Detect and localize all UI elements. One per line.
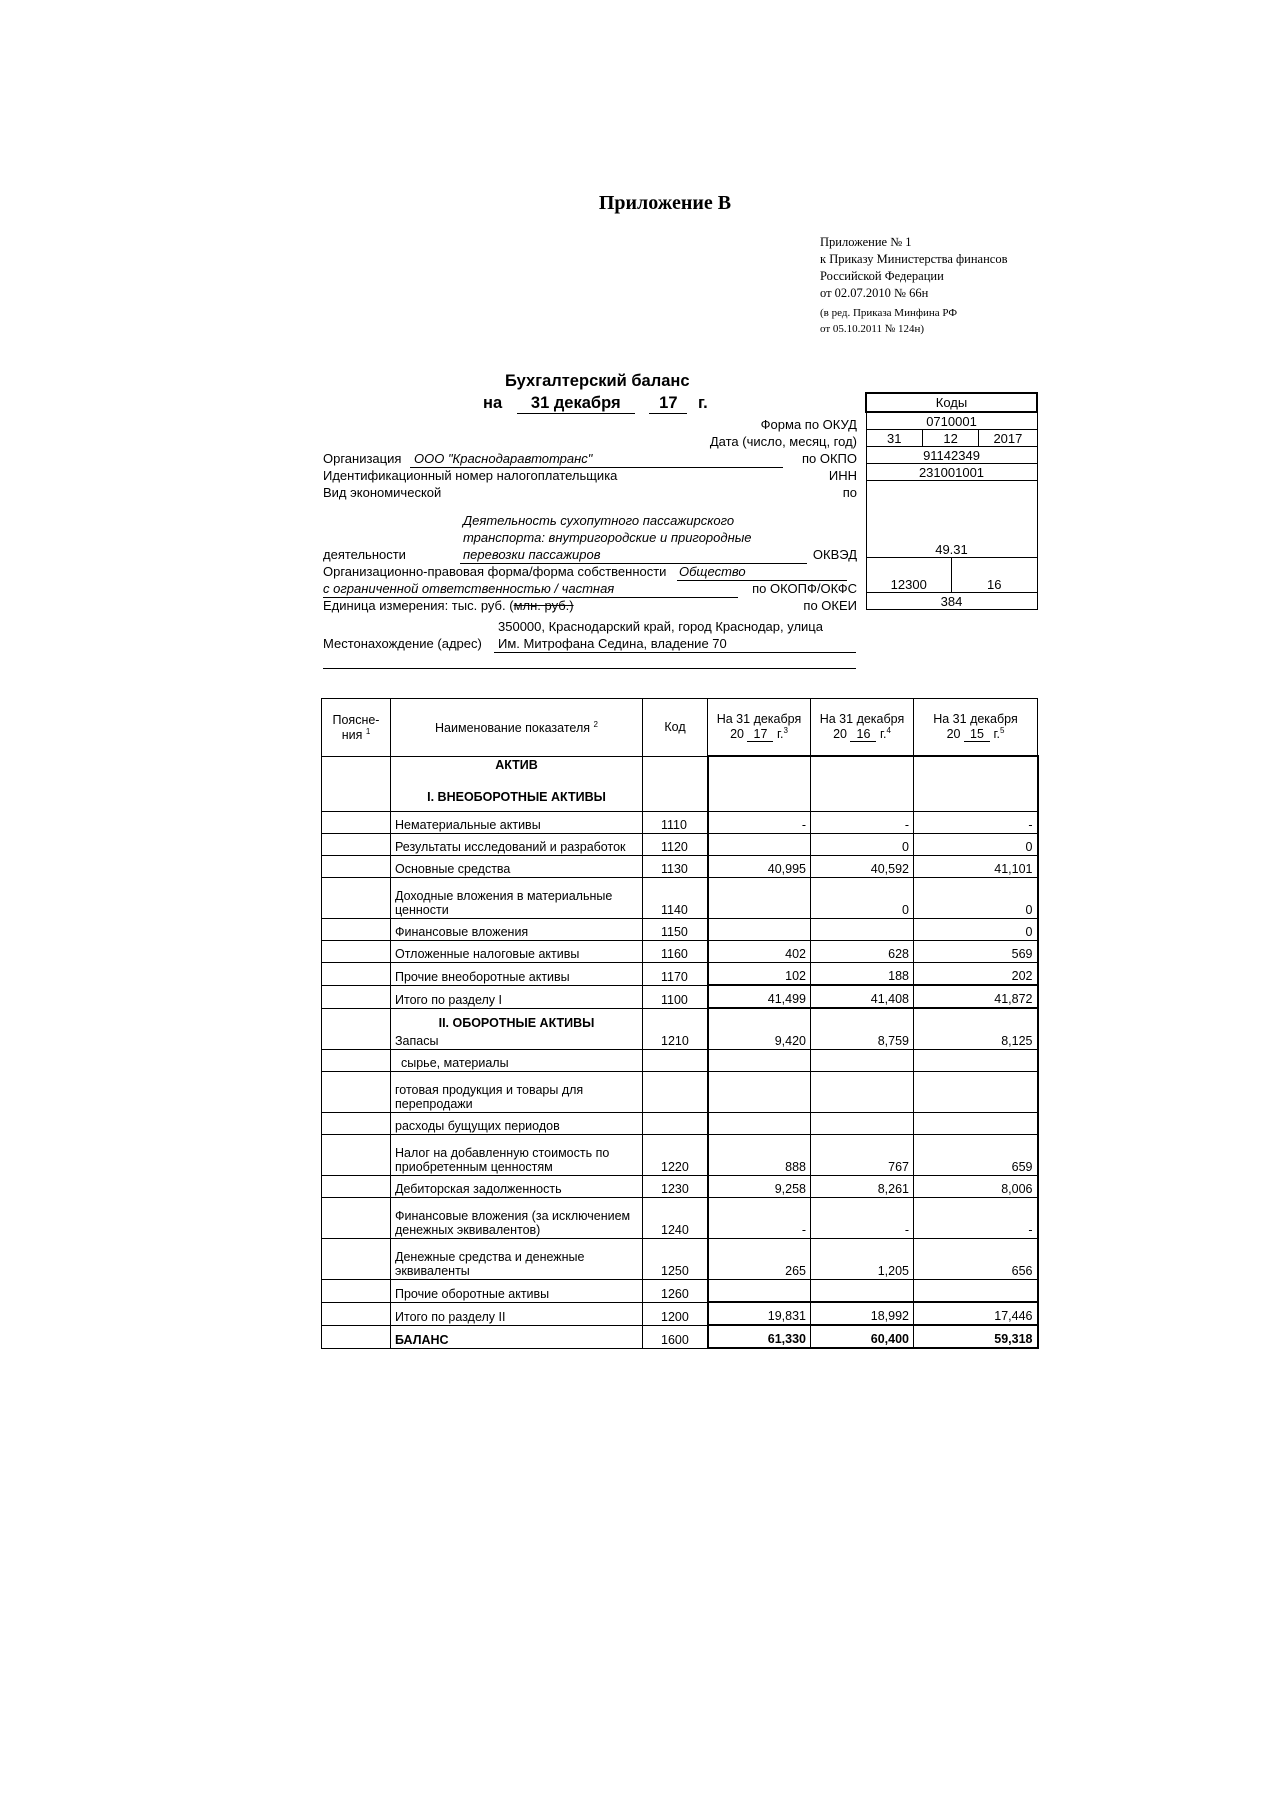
value-cell: 569 bbox=[914, 941, 1038, 963]
value-cell bbox=[811, 1072, 914, 1113]
order-note-line: Приложение № 1 bbox=[820, 235, 912, 249]
code-cell: 1110 bbox=[643, 812, 708, 834]
name-cell bbox=[391, 756, 643, 812]
code-inn: 231001001 bbox=[866, 464, 1037, 481]
code-cell: 1200 bbox=[643, 1302, 708, 1325]
header-col3-sup: 5 bbox=[999, 725, 1005, 735]
code-cell bbox=[643, 1072, 708, 1113]
code-cell: 1260 bbox=[643, 1280, 708, 1303]
label-okopf: по ОКОПФ/ОКФС bbox=[752, 581, 857, 596]
header-col3 bbox=[914, 699, 1038, 757]
activity-line-3: перевозки пассажиров bbox=[463, 547, 601, 562]
header-col2 bbox=[811, 699, 914, 757]
table-row bbox=[322, 1239, 1038, 1280]
table-row bbox=[322, 1008, 1038, 1050]
code-okud: 0710001 bbox=[866, 412, 1037, 430]
value-cell: 18,992 bbox=[811, 1302, 914, 1325]
value-cell bbox=[708, 834, 811, 856]
value-cell: 8,006 bbox=[914, 1176, 1038, 1198]
header-col2-sup: 4 bbox=[886, 725, 891, 735]
name-cell: Дебиторская задолженность bbox=[391, 1176, 643, 1198]
name-cell: Итого по разделу I bbox=[391, 985, 643, 1008]
value-cell bbox=[708, 756, 811, 812]
address-line-2: Им. Митрофана Седина, владение 70 bbox=[498, 636, 727, 651]
value-cell: 265 bbox=[708, 1239, 811, 1280]
appendix-title: Приложение В bbox=[598, 192, 732, 214]
table-row bbox=[322, 1113, 1038, 1135]
label-inn: ИНН bbox=[828, 468, 857, 483]
code-cell bbox=[643, 1113, 708, 1135]
value-cell: 41,101 bbox=[914, 856, 1038, 878]
table-row bbox=[322, 985, 1038, 1008]
label-activity-1: Вид экономической bbox=[323, 485, 442, 500]
value-cell: 17,446 bbox=[914, 1302, 1038, 1325]
unit-struck: млн. руб.) bbox=[513, 598, 574, 613]
label-okei: по ОКЕИ bbox=[803, 598, 857, 613]
table-row bbox=[322, 1176, 1038, 1198]
code-cell bbox=[643, 1050, 708, 1072]
name-cell: Итого по разделу II bbox=[391, 1302, 643, 1325]
value-cell: 41,499 bbox=[708, 985, 811, 1008]
value-cell: 1,205 bbox=[811, 1239, 914, 1280]
notes-cell bbox=[322, 834, 391, 856]
value-cell bbox=[914, 1280, 1038, 1303]
notes-cell bbox=[322, 985, 391, 1008]
value-cell: - bbox=[811, 812, 914, 834]
value-cell: - bbox=[914, 1198, 1038, 1239]
notes-cell bbox=[322, 856, 391, 878]
table-row bbox=[322, 812, 1038, 834]
code-cell: 1120 bbox=[643, 834, 708, 856]
notes-cell bbox=[322, 1198, 391, 1239]
balance-date bbox=[483, 394, 708, 414]
notes-cell bbox=[322, 941, 391, 963]
order-note-line: от 02.07.2010 № 66н bbox=[820, 286, 929, 300]
value-cell: 19,831 bbox=[708, 1302, 811, 1325]
value-cell bbox=[811, 1280, 914, 1303]
notes-cell bbox=[322, 812, 391, 834]
name-cell: Денежные средства и денежные эквиваленты bbox=[391, 1239, 643, 1280]
codes-title: Коды bbox=[866, 393, 1037, 412]
label-okpo: по ОКПО bbox=[801, 451, 857, 466]
label-organization: Организация bbox=[323, 451, 402, 466]
value-cell: 61,330 bbox=[708, 1325, 811, 1348]
name-cell: Прочие оборотные активы bbox=[391, 1280, 643, 1303]
code-cell bbox=[643, 756, 708, 812]
code-okei: 384 bbox=[866, 593, 1037, 610]
table-row bbox=[322, 941, 1038, 963]
label-legal-form: Организационно-правовая форма/форма собственности bbox=[323, 564, 667, 579]
notes-cell bbox=[322, 919, 391, 941]
value-cell bbox=[914, 1072, 1038, 1113]
name-cell: Основные средства bbox=[391, 856, 643, 878]
value-cell: 767 bbox=[811, 1135, 914, 1176]
code-okopf: 12300 bbox=[867, 558, 952, 592]
notes-cell bbox=[322, 1050, 391, 1072]
table-row bbox=[322, 963, 1038, 986]
header-notes-sup: 1 bbox=[365, 726, 371, 736]
label-date: Дата (число, месяц, год) bbox=[709, 434, 857, 449]
legal-form-line-1: Общество bbox=[679, 564, 746, 579]
name-cell: Налог на добавленную стоимость по приобретенным ценностям bbox=[391, 1135, 643, 1176]
notes-cell bbox=[322, 1325, 391, 1348]
header-col3-y1: 20 bbox=[946, 727, 961, 742]
name-cell: Финансовые вложения (за исключением денежных эквивалентов) bbox=[391, 1198, 643, 1239]
activity-line-1: Деятельность сухопутного пассажирского bbox=[463, 513, 735, 528]
value-cell: 0 bbox=[811, 834, 914, 856]
header-name-sup: 2 bbox=[593, 719, 598, 729]
notes-cell bbox=[322, 1280, 391, 1303]
row-name: Запасы bbox=[395, 1034, 439, 1048]
label-tax-id: Идентификационный номер налогоплательщика bbox=[323, 468, 618, 483]
label-po: по bbox=[842, 485, 857, 500]
value-cell: 0 bbox=[914, 834, 1038, 856]
value-cell: 0 bbox=[914, 919, 1038, 941]
name-cell: Доходные вложения в материальные ценности bbox=[391, 878, 643, 919]
name-cell: расходы бущущих периодов bbox=[391, 1113, 643, 1135]
order-note bbox=[820, 234, 1007, 337]
name-cell bbox=[391, 1008, 643, 1050]
code-year: 2017 bbox=[979, 430, 1037, 447]
name-cell: Финансовые вложения bbox=[391, 919, 643, 941]
value-cell bbox=[914, 1113, 1038, 1135]
value-cell: 60,400 bbox=[811, 1325, 914, 1348]
notes-cell bbox=[322, 963, 391, 986]
unit-line bbox=[323, 598, 574, 613]
header-notes bbox=[322, 699, 391, 757]
value-cell: 888 bbox=[708, 1135, 811, 1176]
header-col1-y1: 20 bbox=[730, 727, 744, 742]
organization-name: ООО "Краснодаравтотранс" bbox=[414, 451, 593, 466]
notes-cell bbox=[322, 1239, 391, 1280]
value-cell: 9,420 bbox=[708, 1008, 811, 1050]
header-col3-g: г. bbox=[993, 727, 1000, 742]
header-code: Код bbox=[643, 699, 708, 757]
code-cell: 1140 bbox=[643, 878, 708, 919]
header-col3-y2: 15 bbox=[964, 727, 990, 742]
table-row bbox=[322, 834, 1038, 856]
value-cell: 8,125 bbox=[914, 1008, 1038, 1050]
legal-form-line-2: с ограниченной ответственностью / частная bbox=[323, 581, 615, 596]
table-row bbox=[322, 1072, 1038, 1113]
header-col1-g: г. bbox=[776, 727, 784, 742]
value-cell: 0 bbox=[914, 878, 1038, 919]
value-cell: 628 bbox=[811, 941, 914, 963]
header-col1-y2: 17 bbox=[747, 727, 773, 742]
notes-cell bbox=[322, 756, 391, 812]
table-row bbox=[322, 1302, 1038, 1325]
header-col2-g: г. bbox=[879, 727, 887, 742]
value-cell: 9,258 bbox=[708, 1176, 811, 1198]
code-cell: 1130 bbox=[643, 856, 708, 878]
table-row bbox=[322, 1050, 1038, 1072]
table-row bbox=[322, 1135, 1038, 1176]
unit-prefix: Единица измерения: тыс. руб. ( bbox=[323, 598, 514, 613]
value-cell bbox=[811, 1050, 914, 1072]
header-notes-text: Поясне-ния bbox=[332, 712, 380, 742]
notes-cell bbox=[322, 1008, 391, 1050]
value-cell: - bbox=[811, 1198, 914, 1239]
table-row bbox=[322, 1325, 1038, 1348]
code-okfs: 16 bbox=[987, 577, 1002, 592]
value-cell: 659 bbox=[914, 1135, 1038, 1176]
code-okpo: 91142349 bbox=[866, 447, 1037, 464]
name-cell: Нематериальные активы bbox=[391, 812, 643, 834]
value-cell: 0 bbox=[811, 878, 914, 919]
value-cell bbox=[708, 1280, 811, 1303]
code-cell: 1600 bbox=[643, 1325, 708, 1348]
value-cell: - bbox=[708, 812, 811, 834]
balance-table bbox=[321, 698, 1039, 1349]
code-cell: 1100 bbox=[643, 985, 708, 1008]
notes-cell bbox=[322, 1113, 391, 1135]
value-cell: - bbox=[914, 812, 1038, 834]
code-cell: 1150 bbox=[643, 919, 708, 941]
table-row bbox=[322, 856, 1038, 878]
notes-cell bbox=[322, 1135, 391, 1176]
value-cell: 41,872 bbox=[914, 985, 1038, 1008]
notes-cell bbox=[322, 1072, 391, 1113]
value-cell bbox=[914, 756, 1038, 812]
code-day: 31 bbox=[866, 430, 922, 447]
section-1-heading: I. ВНЕОБОРОТНЫЕ АКТИВЫ bbox=[427, 789, 606, 804]
code-cell: 1240 bbox=[643, 1198, 708, 1239]
notes-cell bbox=[322, 1302, 391, 1325]
label-okved: ОКВЭД bbox=[812, 547, 857, 562]
value-cell: 402 bbox=[708, 941, 811, 963]
code-cell: 1170 bbox=[643, 963, 708, 986]
value-cell: 40,592 bbox=[811, 856, 914, 878]
name-cell: Прочие внеоборотные активы bbox=[391, 963, 643, 986]
code-cell: 1160 bbox=[643, 941, 708, 963]
value-cell bbox=[811, 1113, 914, 1135]
header-col1 bbox=[708, 699, 811, 757]
value-cell bbox=[914, 1050, 1038, 1072]
table-row bbox=[322, 1280, 1038, 1303]
value-cell bbox=[708, 1050, 811, 1072]
value-cell: 188 bbox=[811, 963, 914, 986]
na-label: на bbox=[483, 394, 503, 412]
value-cell bbox=[708, 878, 811, 919]
label-location: Местонахождение (адрес) bbox=[323, 636, 482, 651]
value-cell: 41,408 bbox=[811, 985, 914, 1008]
value-cell: 656 bbox=[914, 1239, 1038, 1280]
code-cell: 1210 bbox=[643, 1008, 708, 1050]
code-cell: 1250 bbox=[643, 1239, 708, 1280]
name-cell: БАЛАНС bbox=[391, 1325, 643, 1348]
value-cell: 8,759 bbox=[811, 1008, 914, 1050]
section-2-heading: II. ОБОРОТНЫЕ АКТИВЫ bbox=[438, 1016, 595, 1030]
value-cell bbox=[708, 1072, 811, 1113]
code-cell: 1220 bbox=[643, 1135, 708, 1176]
date-year: 17 bbox=[649, 394, 687, 414]
header-col2-y2: 16 bbox=[850, 727, 876, 742]
value-cell: - bbox=[708, 1198, 811, 1239]
code-cell: 1230 bbox=[643, 1176, 708, 1198]
table-row bbox=[322, 756, 1038, 812]
notes-cell bbox=[322, 1176, 391, 1198]
value-cell: 202 bbox=[914, 963, 1038, 986]
value-cell: 59,318 bbox=[914, 1325, 1038, 1348]
name-cell: сырье, материалы bbox=[391, 1050, 643, 1072]
activity-line-2: транспорта: внутригородские и пригородные bbox=[463, 530, 752, 545]
value-cell bbox=[811, 919, 914, 941]
value-cell: 102 bbox=[708, 963, 811, 986]
value-cell bbox=[811, 756, 914, 812]
address-line-1: 350000, Краснодарский край, город Краснодар, улица bbox=[498, 619, 823, 634]
value-cell bbox=[708, 919, 811, 941]
header-name-text: Наименование показателя bbox=[435, 720, 591, 735]
header-col1-text: На 31 декабря bbox=[716, 711, 802, 726]
header-col2-text: На 31 декабря bbox=[819, 711, 905, 726]
table-row bbox=[322, 1198, 1038, 1239]
value-cell: 40,995 bbox=[708, 856, 811, 878]
notes-cell bbox=[322, 878, 391, 919]
code-month: 12 bbox=[922, 430, 978, 447]
code-okved: 49.31 bbox=[866, 481, 1037, 558]
codes-table bbox=[865, 392, 1038, 610]
value-cell bbox=[708, 1113, 811, 1135]
header-name bbox=[391, 699, 643, 757]
label-form-okud: Форма по ОКУД bbox=[760, 417, 857, 432]
balance-title: Бухгалтерский баланс bbox=[505, 372, 690, 390]
date-day: 31 декабря bbox=[517, 394, 635, 414]
header-col3-text: На 31 декабря bbox=[933, 711, 1018, 726]
order-note-line: от 05.10.2011 № 124н) bbox=[820, 323, 925, 335]
value-cell: 8,261 bbox=[811, 1176, 914, 1198]
label-activity-2: деятельности bbox=[323, 547, 406, 562]
g-label: г. bbox=[697, 394, 708, 412]
header-col2-y1: 20 bbox=[833, 727, 847, 742]
aktiv-heading: АКТИВ bbox=[495, 757, 538, 772]
header-col1-sup: 3 bbox=[783, 725, 788, 735]
table-row bbox=[322, 919, 1038, 941]
order-note-line: (в ред. Приказа Минфина РФ bbox=[820, 307, 958, 319]
name-cell: готовая продукция и товары для перепродажи bbox=[391, 1072, 643, 1113]
name-cell: Результаты исследований и разработок bbox=[391, 834, 643, 856]
name-cell: Отложенные налоговые активы bbox=[391, 941, 643, 963]
table-row bbox=[322, 878, 1038, 919]
order-note-line: Российской Федерации bbox=[820, 269, 944, 283]
order-note-line: к Приказу Министерства финансов bbox=[820, 252, 1008, 266]
